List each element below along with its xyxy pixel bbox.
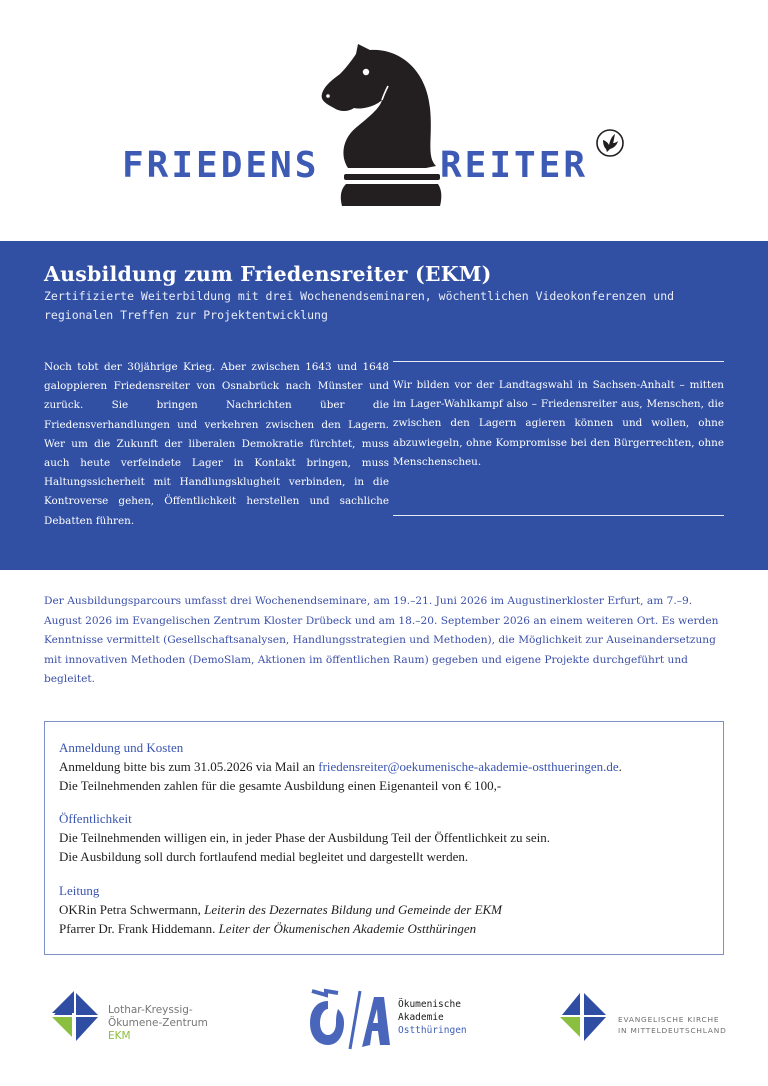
oea-line-3: Ostthüringen (398, 1025, 467, 1036)
oekumenische-akademie-logo (306, 987, 486, 1051)
lothar-kreyssig-logo (50, 991, 250, 1051)
oea-line-1: Ökumenische (398, 999, 461, 1010)
divider-top (393, 361, 724, 362)
wordmark-reiter: REITER (440, 145, 589, 186)
leadership-section (59, 881, 719, 938)
leader-2 (59, 919, 719, 938)
oea-text (398, 998, 467, 1037)
history-paragraph: Noch tobt der 30jährige Krieg. Aber zwischen 1643 und 1648 galoppieren Friedensreiter von Osnabrück nach Münster und zurück. Sie bringen Nachrichten über die Friedensverhandlungen und verkehren zwischen den Lagern. Wer um die Zukunft der liberalen Demokratie fürchtet, muss auch heute verfeindete Lager in Kontakt bringen, muss Haltungssicherheit mit Handlungsklugheit verbinden, in die Kontroverse gehen, Öffentlichkeit herstellen und sachliche Debatten führen. (44, 361, 389, 527)
lkz-line-3: EKM (108, 1030, 131, 1042)
lkz-text (108, 1004, 208, 1043)
registration-deadline (59, 757, 719, 776)
dove-circle-icon (595, 128, 625, 158)
chess-knight-icon (318, 38, 444, 210)
page-title: Ausbildung zum Friedensreiter (EKM) (44, 262, 492, 286)
registration-heading: Anmeldung und Kosten (59, 740, 184, 755)
ekm-text (618, 1014, 727, 1036)
lkz-line-2: Ökumene-Zentrum (108, 1017, 208, 1029)
leader-1-role: Leiterin des Dezernates Bildung und Gemeinde der EKM (204, 902, 503, 917)
lkz-line-1: Lothar-Kreyssig- (108, 1004, 193, 1016)
registration-section (59, 738, 719, 795)
registration-deadline-text: Anmeldung bitte bis zum 31.05.2026 via Mail an (59, 759, 319, 774)
oea-line-2: Akademie (398, 1012, 444, 1023)
course-description: Der Ausbildungsparcours umfasst drei Wochenendseminare, am 19.–21. Juni 2026 im Augustinerkloster Erfurt, am 7.–9. August 2026 im Evangelischen Zentrum Kloster Drübeck und am 18.–20. September 2026 an einem weiteren Ort. Es werden Kenntnisse vermittelt (Gesellschaftsanalysen, Handlungsstrategien und Methoden), die Möglichkeit zur Auseinandersetzung mit innovativen Methoden (DemoSlam, Aktionen im öffentlichen Raum) gegeben und eigene Projekte durchgeführt und begleitet. (44, 595, 719, 685)
ekm-line-1: EVANGELISCHE KIRCHE (618, 1015, 720, 1024)
publicity-media: Die Ausbildung soll durch fortlaufend medial begleitet und dargestellt werden. (59, 849, 469, 864)
leader-1-name: OKRin Petra Schwermann, (59, 902, 205, 917)
leader-2-name: Pfarrer Dr. Frank Hiddemann. (59, 921, 219, 936)
publicity-heading: Öffentlichkeit (59, 811, 132, 826)
registration-deadline-end: . (618, 759, 622, 774)
publicity-section (59, 809, 719, 866)
ekm-line-2: IN MITTELDEUTSCHLAND (618, 1026, 727, 1035)
leadership-heading: Leitung (59, 883, 100, 898)
registration-email-link[interactable]: friedensreiter@oekumenische-akademie-ostthueringen.de (318, 759, 619, 774)
ekm-cross-icon (558, 991, 608, 1041)
divider-bottom (393, 515, 724, 516)
wordmark-friedens: FRIEDENS (122, 145, 320, 186)
info-box (44, 721, 724, 955)
leader-1 (59, 900, 719, 919)
registration-cost: Die Teilnehmenden zahlen für die gesamte Ausbildung einen Eigenanteil von € 100,- (59, 778, 502, 793)
oea-mark-icon (306, 987, 392, 1051)
mission-paragraph: Wir bilden vor der Landtagswahl in Sachsen-Anhalt – mitten im Lager-Wahlkampf also – Friedensreiter aus, Menschen, die zwischen den Lagern agieren können und wollen, ohne abzuwiegeln, ohne Kompromisse bei den Bürgerrechten, ohne Menschenscheu. (393, 379, 724, 468)
publicity-consent: Die Teilnehmenden willigen ein, in jeder Phase der Ausbildung Teil der Öffentlichkeit zu sein. (59, 830, 550, 845)
leader-2-role: Leiter der Ökumenischen Akademie Ostthüringen (218, 921, 477, 936)
ekm-logo (558, 991, 738, 1041)
friedensreiter-logo (0, 0, 768, 241)
ekm-cross-icon (50, 991, 100, 1041)
page-subtitle: Zertifizierte Weiterbildung mit drei Wochenendseminaren, wöchentlichen Videokonferenzen und regionalen Treffen zur Projektentwicklung (44, 289, 675, 322)
